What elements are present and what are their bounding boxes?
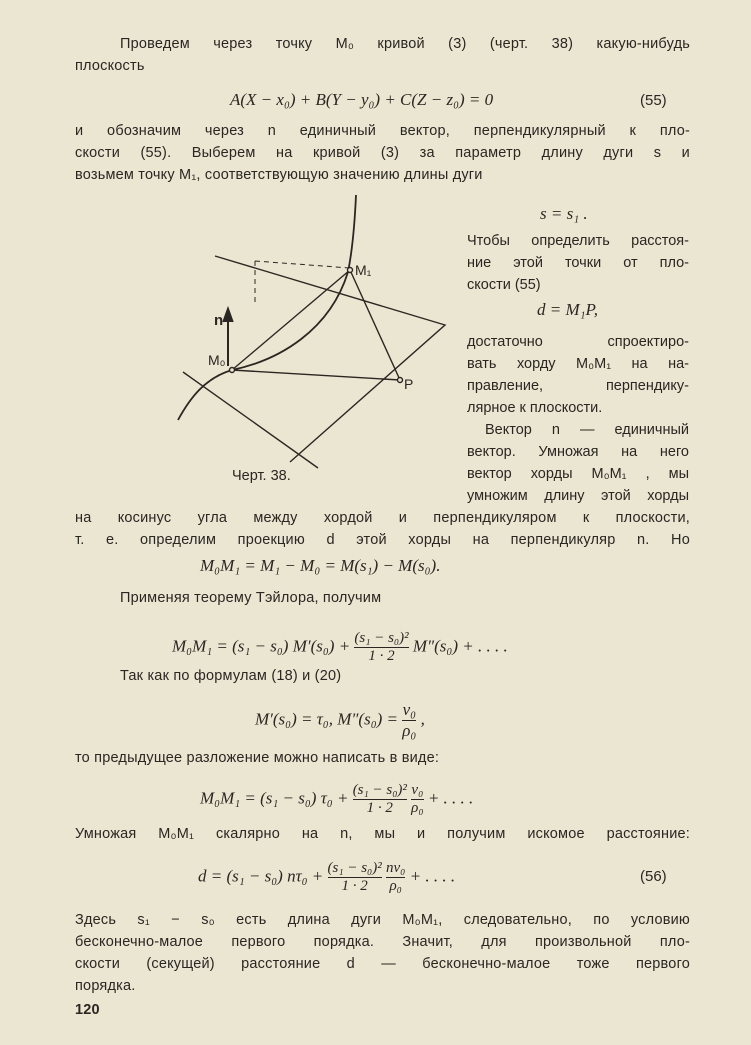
text-line: достаточно спроектиро- xyxy=(467,334,689,350)
equation-chord: M₀M₁ = M₁ − M₀ = M(s₁) − M(s₀). xyxy=(200,556,441,575)
point-m1 xyxy=(348,268,353,273)
text-line: т. е. определим проекцию d этой хорды на перпендикуляр n. Но xyxy=(75,532,690,548)
text-line: вектор. Умножая на него xyxy=(467,444,689,460)
text-line: скости (секущей) расстояние d — бесконечно-малое тоже первого xyxy=(75,956,690,972)
numerator: nν₀ xyxy=(386,860,406,876)
text-line: плоскость xyxy=(75,58,145,74)
label-p: P xyxy=(404,376,414,392)
text-line: Чтобы определить расстоя- xyxy=(467,233,689,249)
fraction xyxy=(353,782,407,817)
fraction xyxy=(411,782,423,817)
text-line: умножим длину этой хорды xyxy=(467,488,689,504)
equation-55: A(X − x₀) + B(Y − y₀) + C(Z − z₀) = 0 xyxy=(230,90,494,109)
text-line: правление, перпендику- xyxy=(467,378,689,394)
label-m1: M₁ xyxy=(355,262,372,278)
denominator: 1 · 2 xyxy=(366,800,393,816)
text-line: вать хорду M₀M₁ на на- xyxy=(467,356,689,372)
fraction xyxy=(386,860,405,895)
fraction xyxy=(328,860,382,895)
denominator: ρ₀ xyxy=(402,721,417,740)
eq-part: , xyxy=(416,709,425,729)
figure-caption: Черт. 38. xyxy=(232,468,291,484)
numerator: (s₁ − s₀)² xyxy=(354,630,409,646)
equation-number: (56) xyxy=(640,868,667,885)
text-line: возьмем точку M₁, соответствующую значению длины дуги xyxy=(75,167,483,183)
eq-part: M₀M₁ = (s₁ − s₀) M′(s₀) + xyxy=(172,636,355,656)
projection-line xyxy=(232,370,400,380)
equation-number: (55) xyxy=(640,92,667,109)
arrow-head-icon xyxy=(223,308,233,322)
text-line: порядка. xyxy=(75,978,136,994)
equation-56 xyxy=(198,860,455,895)
equation-derivatives xyxy=(255,700,425,741)
denominator: ρ₀ xyxy=(411,800,424,816)
equation-taylor xyxy=(172,630,508,665)
eq-part: M′(s₀) = τ₀, M″(s₀) = xyxy=(255,709,403,729)
text-line: вектор хорды M₀M₁ , мы xyxy=(467,466,689,482)
denominator: ρ₀ xyxy=(389,878,402,894)
text-line: и обозначим через n единичный вектор, перпендикулярный к пло- xyxy=(75,123,690,139)
denominator: 1 · 2 xyxy=(368,648,395,664)
equation-s: s = s₁ . xyxy=(540,204,588,223)
curve xyxy=(178,195,356,420)
text-line: Вектор n — единичный xyxy=(485,422,689,438)
denominator: 1 · 2 xyxy=(341,878,368,894)
chord xyxy=(232,270,350,370)
label-m0: M₀ xyxy=(208,352,226,368)
equation-d: d = M₁P, xyxy=(537,300,598,319)
text-line: скости (55) xyxy=(467,277,541,293)
text-line: ние этой точки от пло- xyxy=(467,255,689,271)
point-m0 xyxy=(230,368,235,373)
text-line: на косинус угла между хордой и перпендикуляром к плоскости, xyxy=(75,510,690,526)
numerator: (s₁ − s₀)² xyxy=(352,782,407,798)
text-line: то предыдущее разложение можно написать в виде: xyxy=(75,750,440,766)
text-line: Так как по формулам (18) и (20) xyxy=(120,668,342,684)
fraction xyxy=(402,700,416,741)
text-line: скости (55). Выберем на кривой (3) за параметр длину дуги s и xyxy=(75,145,690,161)
numerator: ν₀ xyxy=(402,700,417,719)
eq-part: M″(s₀) + . . . . xyxy=(408,636,508,656)
eq-part: M₀M₁ = (s₁ − s₀) τ₀ + xyxy=(200,788,353,808)
text-line: бесконечно-малое первого порядка. Значит, для произвольной пло- xyxy=(75,934,690,950)
point-p xyxy=(398,378,403,383)
text-line: Проведем через точку M₀ кривой (3) (черт. 38) какую-нибудь xyxy=(120,36,690,52)
page-number: 120 xyxy=(75,1002,100,1018)
fraction xyxy=(354,630,408,665)
eq-part: + . . . . xyxy=(405,866,456,886)
numerator: ν₀ xyxy=(411,782,424,798)
equation-expansion xyxy=(200,782,473,817)
numerator: (s₁ − s₀)² xyxy=(327,860,382,876)
text-line: Умножая M₀M₁ скалярно на n, мы и получим искомое расстояние: xyxy=(75,826,690,842)
text-line: Здесь s₁ − s₀ есть длина дуги M₀M₁, следовательно, по условию xyxy=(75,912,690,928)
eq-part: + . . . . xyxy=(423,788,474,808)
perpendicular xyxy=(350,270,400,380)
text-line: лярное к плоскости. xyxy=(467,400,603,416)
eq-part: d = (s₁ − s₀) nτ₀ + xyxy=(198,866,328,886)
text-line: Применяя теорему Тэйлора, получим xyxy=(120,590,382,606)
label-n: n xyxy=(214,312,224,329)
